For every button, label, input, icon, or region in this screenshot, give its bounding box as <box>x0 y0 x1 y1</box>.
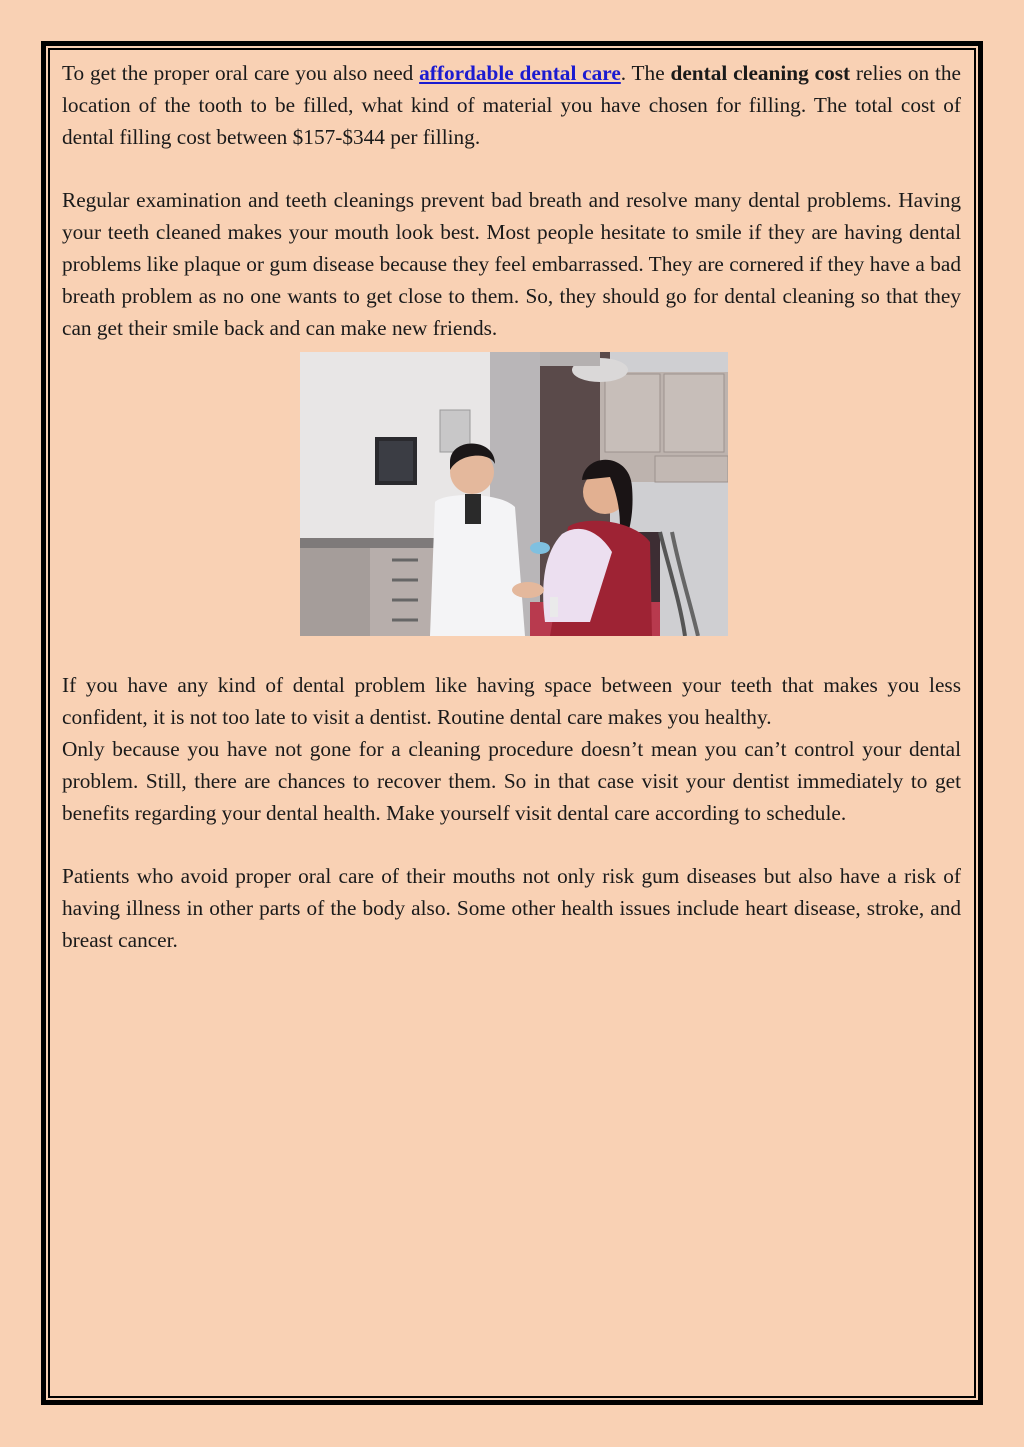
photo-illustration <box>300 352 728 636</box>
paragraph-3b: Only because you have not gone for a cleaning procedure doesn’t mean you can’t control your dental problem. Still, there are chances to recover them. So in that case visit your dentist immediately to get benefits regarding your dental health. Make yourself visit dental care according to schedule. <box>62 736 961 825</box>
paragraph-1-connector: . The <box>620 61 671 85</box>
photo-container <box>62 352 961 638</box>
dental-cleaning-cost-bold: dental cleaning cost <box>670 61 851 85</box>
paragraph-2: Regular examination and teeth cleanings prevent bad breath and resolve many dental problems. Having your teeth cleaned makes your mouth look best. Most people hesitate to smile if they are having dental problems like plaque or gum disease because they feel embarrassed. They are cornered if they have a bad breath problem as no one wants to get close to them. So, they should go for dental cleaning so that they can get their smile back and can make new friends. <box>62 188 961 340</box>
dentist-patient-photo <box>300 352 728 636</box>
paragraph-gap <box>62 829 961 861</box>
paragraph-4: Patients who avoid proper oral care of their mouths not only risk gum diseases but also have a risk of having illness in other parts of the body also. Some other health issues include heart disease, stroke, and breast cancer. <box>62 864 961 952</box>
paragraph-1-intro: To get the proper oral care you also need <box>62 61 420 85</box>
paragraph-3a: If you have any kind of dental problem like having space between your teeth that makes you less confident, it is not too late to visit a dentist. Routine dental care makes you healthy. <box>62 673 961 730</box>
paragraph-1-rest: relies on the location of the tooth to be filled, what kind of material you have chosen for filling. The total cost of dental filling cost between $157-$344 per filling. <box>62 61 961 149</box>
document-body <box>62 58 961 957</box>
paragraph-gap <box>62 153 961 185</box>
paragraph-1 <box>62 58 961 153</box>
affordable-dental-care-link[interactable]: affordable dental care <box>419 61 621 85</box>
